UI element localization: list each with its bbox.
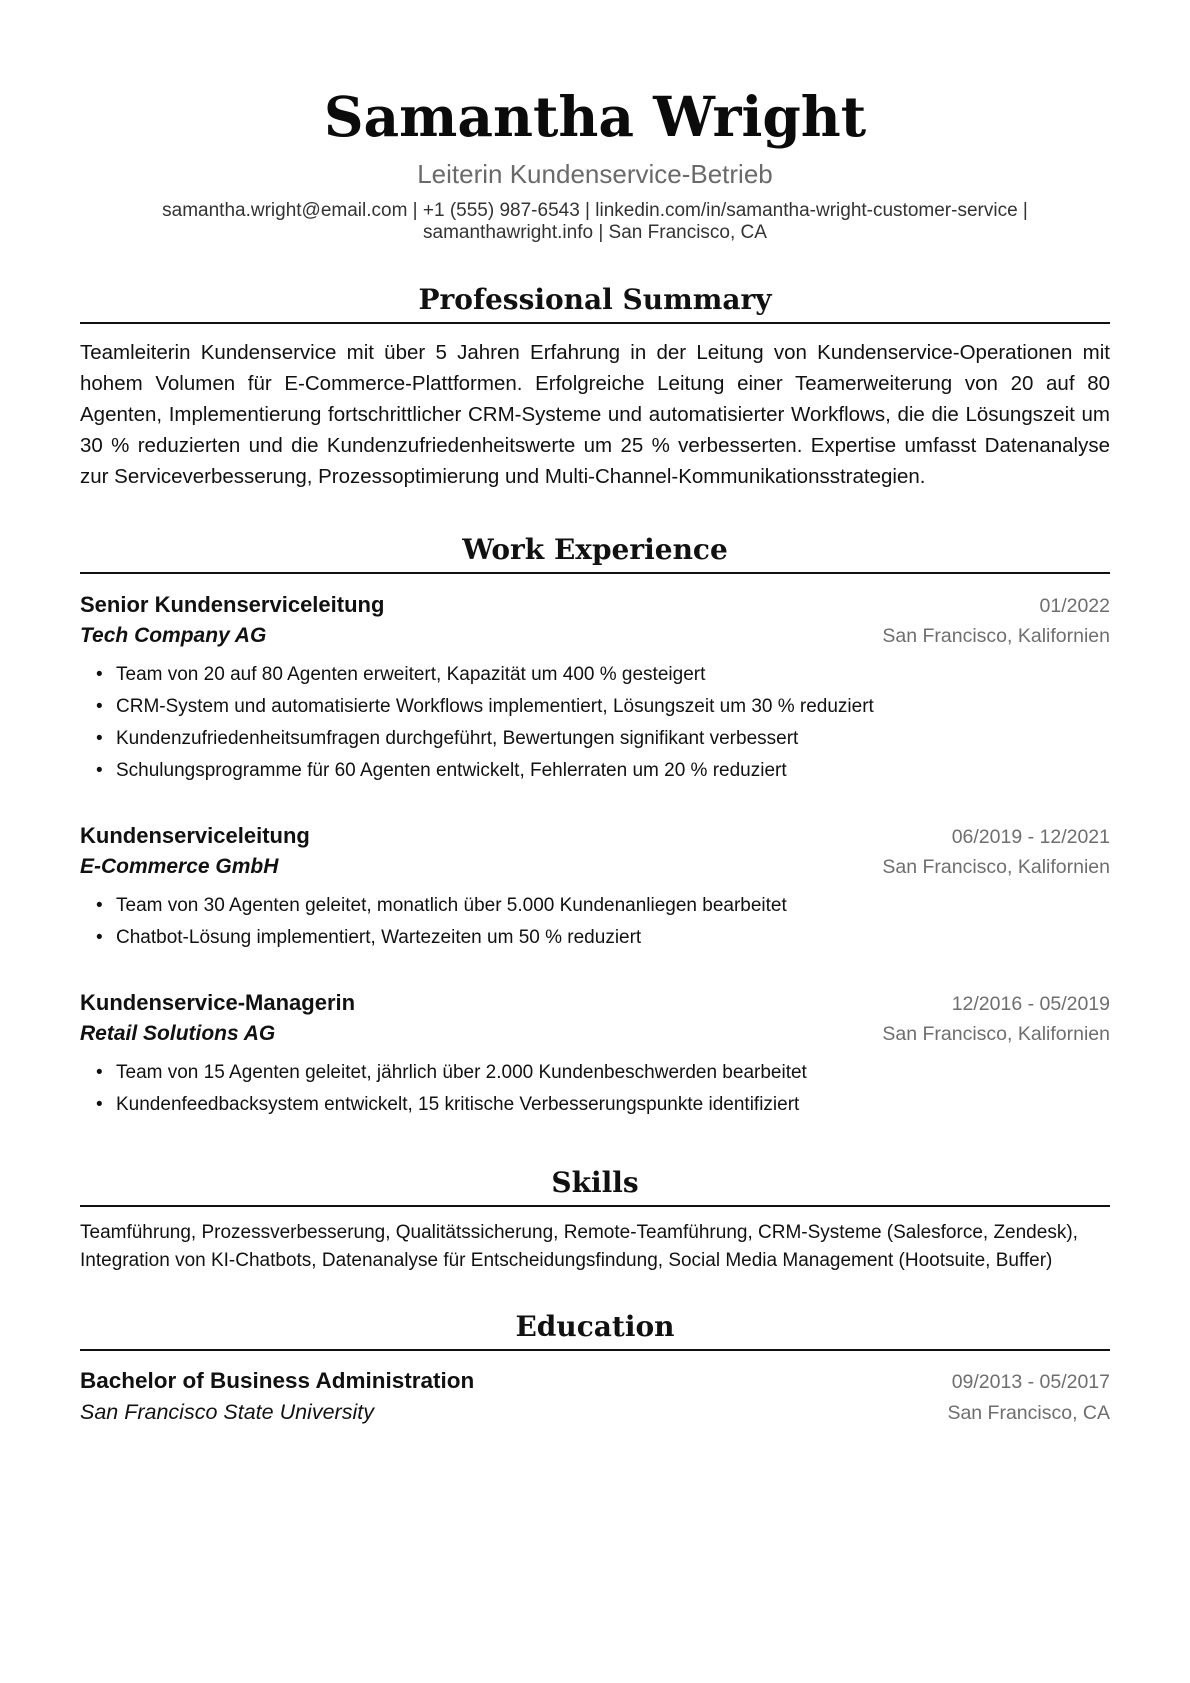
job-entry — [80, 590, 1110, 787]
job-company: Tech Company AG — [80, 624, 267, 647]
school-name: San Francisco State University — [80, 1400, 374, 1424]
job-company-row — [80, 852, 1110, 882]
job-date: 06/2019 - 12/2021 — [951, 826, 1110, 848]
summary-heading: Professional Summary — [80, 282, 1110, 324]
job-title: Kundenserviceleitung — [80, 823, 310, 848]
education-header-row — [80, 1365, 1110, 1397]
job-title: Kundenservice-Managerin — [80, 990, 356, 1015]
job-bullets — [80, 890, 1110, 954]
contact-line-2: samanthawright.info | San Francisco, CA — [423, 222, 767, 243]
job-entry — [80, 821, 1110, 954]
education-school-row — [80, 1397, 1110, 1428]
education-entry — [80, 1365, 1110, 1428]
summary-section — [80, 282, 1110, 492]
resume-header — [80, 0, 1110, 244]
job-bullet: • Chatbot-Lösung implementiert, Wartezeiten um 50 % reduziert — [116, 922, 1110, 954]
job-company: Retail Solutions AG — [80, 1022, 276, 1045]
skills-section — [80, 1165, 1110, 1275]
degree-title: Bachelor of Business Administration — [80, 1368, 475, 1393]
job-header-row — [80, 988, 1110, 1019]
job-bullet: • Schulungsprogramme für 60 Agenten entwickelt, Fehlerraten um 20 % reduziert — [116, 755, 1110, 787]
job-bullet: • Team von 15 Agenten geleitet, jährlich über 2.000 Kundenbeschwerden bearbeitet — [116, 1057, 1110, 1089]
job-bullet: • Team von 30 Agenten geleitet, monatlich über 5.000 Kundenanliegen bearbeitet — [116, 890, 1110, 922]
education-location: San Francisco, CA — [947, 1402, 1110, 1424]
job-location: San Francisco, Kalifornien — [882, 625, 1110, 647]
job-bullet: • Kundenzufriedenheitsumfragen durchgeführt, Bewertungen signifikant verbessert — [116, 723, 1110, 755]
summary-text: Teamleiterin Kundenservice mit über 5 Jahren Erfahrung in der Leitung von Kundenservice-Operationen mit hohem Volumen für E-Commerce-Plattformen. Erfolgreiche Leitung einer Teamerweiterung von 20 auf 80 Agenten, Implementierung fortschrittlicher CRM-Systeme und automatisierter Workflows, die die Lösungszeit um 30 % reduzierten und die Kundenzufriedenheitswerte um 25 % verbesserten. Expertise umfasst Datenanalyse zur Serviceverbesserung, Prozessoptimierung und Multi-Channel-Kommunikationsstrategien. — [80, 341, 1110, 488]
contact-info — [80, 200, 1110, 244]
job-company-row — [80, 1019, 1110, 1049]
experience-section — [80, 532, 1110, 1121]
job-company-row — [80, 621, 1110, 651]
candidate-headline: Leiterin Kundenservice-Betrieb — [417, 159, 773, 189]
job-entry — [80, 988, 1110, 1121]
job-header-row — [80, 821, 1110, 852]
job-bullets — [80, 659, 1110, 787]
education-section — [80, 1309, 1110, 1428]
education-date: 09/2013 - 05/2017 — [951, 1371, 1110, 1393]
job-header-row — [80, 590, 1110, 621]
skills-heading: Skills — [80, 1165, 1110, 1207]
job-title: Senior Kundenserviceleitung — [80, 592, 385, 617]
skills-text: Teamführung, Prozessverbesserung, Qualitätssicherung, Remote-Teamführung, CRM-Systeme (Salesforce, Zendesk), Integration von KI-Chatbots, Datenanalyse für Entscheidungsfindung, Social Media Management (Hootsuite, Buffer) — [80, 1222, 1078, 1271]
job-location: San Francisco, Kalifornien — [882, 1023, 1110, 1045]
job-bullet: • Team von 20 auf 80 Agenten erweitert, Kapazität um 400 % gesteigert — [116, 659, 1110, 691]
job-bullets — [80, 1057, 1110, 1121]
job-date: 12/2016 - 05/2019 — [951, 993, 1110, 1015]
experience-heading: Work Experience — [80, 532, 1110, 574]
education-heading: Education — [80, 1309, 1110, 1351]
contact-line-1: samantha.wright@email.com | +1 (555) 987-6543 | linkedin.com/in/samantha-wright-customer-service | — [162, 200, 1028, 221]
job-bullet: • CRM-System und automatisierte Workflows implementiert, Lösungszeit um 30 % reduziert — [116, 691, 1110, 723]
job-bullet: • Kundenfeedbacksystem entwickelt, 15 kritische Verbesserungspunkte identifiziert — [116, 1089, 1110, 1121]
job-date: 01/2022 — [1039, 595, 1110, 617]
job-location: San Francisco, Kalifornien — [882, 856, 1110, 878]
job-company: E-Commerce GmbH — [80, 855, 279, 878]
candidate-name: Samantha Wright — [323, 84, 867, 149]
